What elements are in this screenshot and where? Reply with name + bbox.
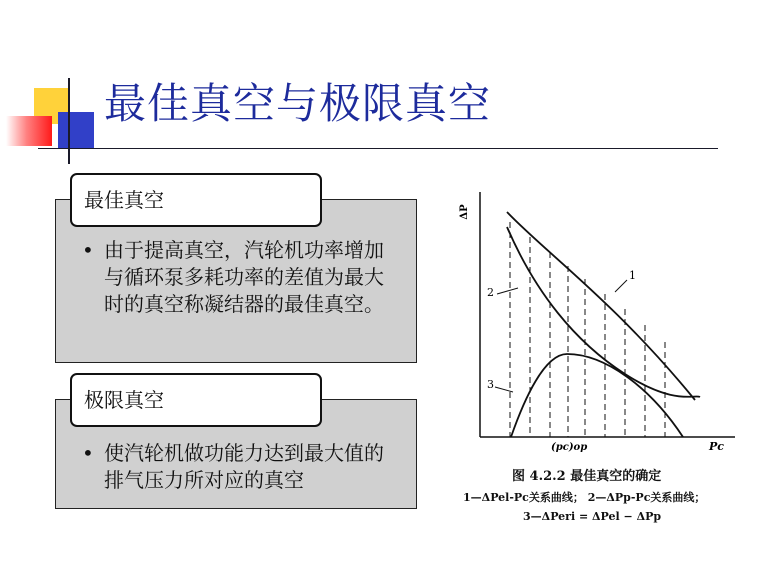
figure-caption-line-2: 3—ΔPeri = ΔPel − ΔPp — [523, 510, 662, 523]
curve-2-label: 2 — [487, 286, 494, 299]
curve-3 — [511, 354, 683, 437]
section-limit-vacuum-text: 使汽轮机做功能力达到最大值的排气压力所对应的真空 — [104, 441, 384, 492]
figure-caption-line-1: 1—ΔPel-Pc关系曲线； 2—ΔPp-Pc关系曲线； — [463, 491, 706, 504]
bullet-icon: • — [82, 238, 94, 262]
section-optimal-vacuum-heading: 最佳真空 — [70, 173, 322, 227]
x-axis-label: Pc — [709, 440, 724, 453]
hatch-lines — [510, 222, 665, 437]
curve-3-label: 3 — [487, 378, 494, 391]
x-marker-label: (pc)op — [551, 442, 588, 453]
vacuum-diagram — [455, 182, 745, 462]
bullet-icon: • — [82, 441, 94, 465]
decor-blue-square — [58, 112, 94, 148]
section-optimal-vacuum-text: 由于提高真空，汽轮机功率增加与循环泵多耗功率的差值为最大时的真空称凝结器的最佳真空。 — [104, 238, 384, 316]
section-limit-vacuum-heading: 极限真空 — [70, 373, 322, 427]
curve-1-label: 1 — [629, 269, 636, 282]
curve-1 — [507, 212, 695, 400]
leader-2 — [497, 288, 518, 294]
figure-caption-title: 图 4.2.2 最佳真空的确定 — [512, 469, 662, 484]
decor-vertical-line — [68, 78, 70, 164]
title-underline — [38, 148, 718, 149]
slide-title: 最佳真空与极限真空 — [104, 79, 492, 128]
leader-1 — [615, 280, 627, 292]
decor-red-gradient — [6, 116, 52, 146]
y-axis-label: ΔP — [459, 204, 470, 220]
